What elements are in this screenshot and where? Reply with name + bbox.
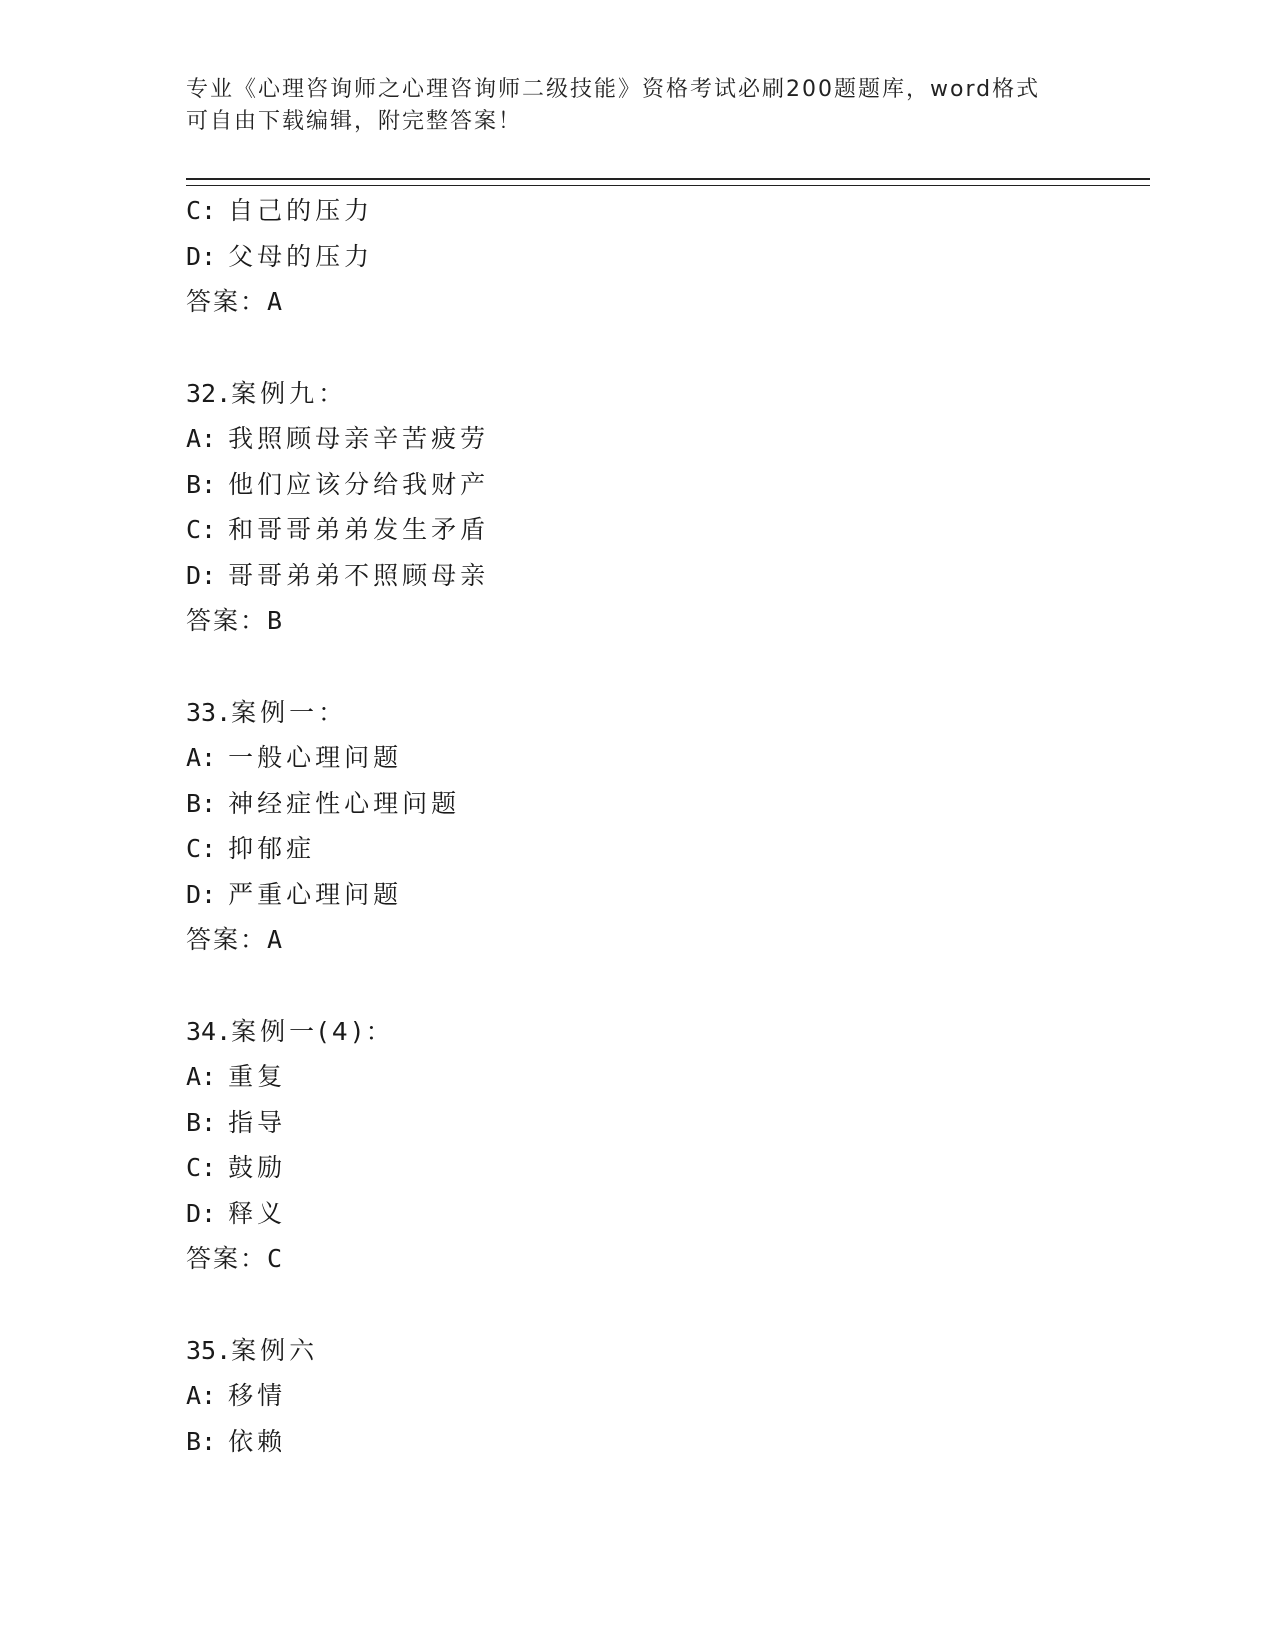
option-text: 父母的压力 [228, 241, 374, 271]
option-letter: A: [186, 1062, 217, 1091]
option-letter: C: [186, 1153, 217, 1182]
option-letter: A: [186, 743, 217, 772]
option-letter: A: [186, 424, 217, 453]
option-text: 一般心理问题 [228, 743, 403, 772]
option-text: 鼓励 [228, 1153, 287, 1182]
question-list [186, 188, 1146, 1464]
question-block-continued [186, 188, 1146, 325]
option-letter: A: [186, 1381, 217, 1410]
question-stem [186, 371, 1146, 417]
option-letter: C: [186, 834, 217, 863]
option-line [186, 462, 1146, 508]
answer-line [186, 598, 1146, 644]
option-line [186, 735, 1146, 781]
question-number: 32. [186, 378, 232, 408]
question-number: 33. [186, 697, 232, 727]
answer-value: C [267, 1244, 284, 1273]
answer-value: A [267, 925, 284, 954]
answer-line [186, 917, 1146, 963]
option-text: 我照顾母亲辛苦疲劳 [228, 424, 490, 453]
header-divider [186, 178, 1150, 186]
spacer [186, 325, 1146, 371]
header-title-line-1: 专业《心理咨询师之心理咨询师二级技能》资格考试必刷200题题库，word格式 [186, 77, 1041, 102]
option-text: 重复 [228, 1062, 287, 1091]
option-text: 神经症性心理问题 [228, 788, 461, 818]
question-stem [186, 1009, 1146, 1055]
question-number: 35. [186, 1335, 232, 1365]
option-letter: B: [186, 469, 217, 499]
option-text: 抑郁症 [228, 834, 316, 863]
option-line [186, 234, 1146, 280]
answer-line [186, 279, 1146, 325]
option-line [186, 416, 1146, 462]
answer-label: 答案： [186, 925, 268, 954]
option-letter: B: [186, 788, 217, 818]
spacer [186, 1282, 1146, 1328]
option-line [186, 781, 1146, 827]
option-letter: C: [186, 196, 217, 225]
option-line [186, 507, 1146, 553]
option-letter: D: [186, 560, 217, 590]
option-text: 和哥哥弟弟发生矛盾 [228, 515, 490, 544]
question-text: 案例一(4)： [231, 1016, 395, 1046]
option-letter: C: [186, 515, 217, 544]
header-title-line-2: 可自由下载编辑，附完整答案！ [186, 109, 523, 134]
option-letter: D: [186, 241, 217, 271]
option-text: 释义 [228, 1198, 287, 1228]
answer-label: 答案： [186, 606, 268, 635]
answer-value: A [267, 287, 284, 316]
option-letter: B: [186, 1426, 217, 1456]
option-line [186, 1100, 1146, 1146]
question-stem [186, 1328, 1146, 1374]
option-text: 依赖 [228, 1426, 287, 1456]
question-number: 34. [186, 1016, 232, 1046]
option-line [186, 1419, 1146, 1465]
option-text: 自己的压力 [228, 196, 374, 225]
question-block [186, 690, 1146, 963]
option-line [186, 1191, 1146, 1237]
option-text: 指导 [228, 1107, 287, 1137]
option-line [186, 553, 1146, 599]
option-letter: D: [186, 879, 217, 909]
spacer [186, 963, 1146, 1009]
document-header [186, 74, 1066, 138]
spacer [186, 644, 1146, 690]
question-text: 案例六 [231, 1335, 319, 1365]
question-block [186, 1328, 1146, 1465]
option-text: 哥哥弟弟不照顾母亲 [228, 560, 490, 590]
option-line [186, 1054, 1146, 1100]
answer-line [186, 1236, 1146, 1282]
answer-label: 答案： [186, 1244, 268, 1273]
option-line [186, 1145, 1146, 1191]
option-line [186, 872, 1146, 918]
question-stem [186, 690, 1146, 736]
option-line [186, 188, 1146, 234]
option-line [186, 1373, 1146, 1419]
option-line [186, 826, 1146, 872]
question-block [186, 371, 1146, 644]
option-letter: D: [186, 1198, 217, 1228]
option-text: 移情 [228, 1381, 287, 1410]
answer-label: 答案： [186, 287, 268, 316]
option-letter: B: [186, 1107, 217, 1137]
answer-value: B [267, 606, 284, 635]
question-text: 案例一： [231, 697, 348, 727]
question-block [186, 1009, 1146, 1282]
option-text: 他们应该分给我财产 [228, 469, 490, 499]
question-text: 案例九： [231, 378, 348, 408]
option-text: 严重心理问题 [228, 879, 403, 909]
